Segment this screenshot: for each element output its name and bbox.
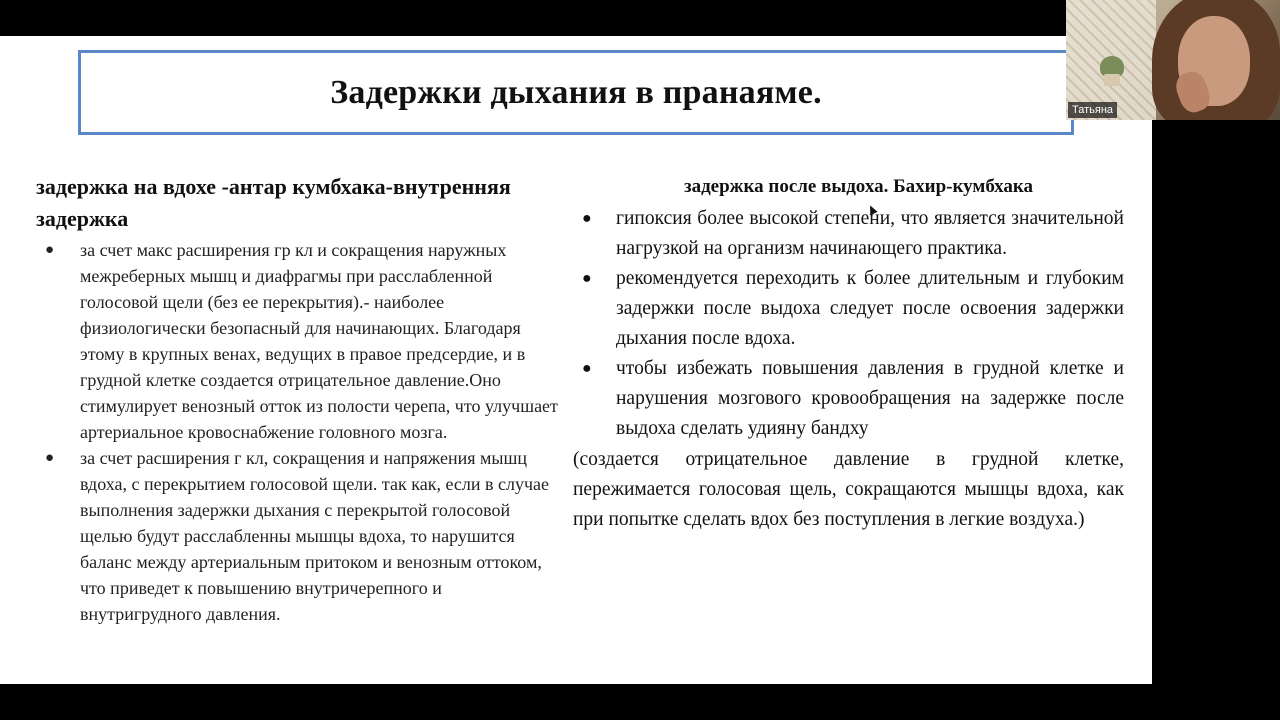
- presentation-slide: [0, 36, 1152, 684]
- right-note: (создается отрицательное давление в грудной клетке, пережимается голосовая щель, сокращаются мышцы вдоха, как при попытке сделать вдох без поступления в легкие воздуха.): [573, 449, 1124, 530]
- left-bullet-list: [36, 237, 561, 627]
- right-bullet-item: [573, 204, 1124, 264]
- left-bullet-item: [36, 445, 561, 627]
- webcam-thumbnail[interactable]: [1066, 0, 1280, 120]
- left-bullet-text: за счет расширения г кл, сокращения и напряжения мышц вдоха, с перекрытием голосовой щели. так как, если в случае выполнения задержки дыхания с перекрытой голосовой щелью будут расслабленны мышцы вдоха, то нарушится баланс между артериальным притоком и венозным оттоком, что приведет к повышению внутричерепного и внутригрудного давления.: [80, 448, 549, 624]
- right-bullet-list: [573, 204, 1124, 444]
- slide-title-box: [78, 50, 1074, 135]
- bullet-icon: ●: [45, 242, 55, 258]
- right-bullet-item: [573, 354, 1124, 444]
- left-heading-line-2: задержка: [36, 206, 129, 231]
- bullet-icon: ●: [45, 450, 55, 466]
- participant-name-label: Татьяна: [1068, 102, 1117, 118]
- right-bullet-text: чтобы избежать повышения давления в грудной клетке и нарушения мозгового кровообращения на задержке после выдоха сделать удияну бандху: [616, 358, 1124, 439]
- right-column: [573, 174, 1124, 535]
- right-black-bar: [1152, 120, 1280, 684]
- right-bullet-item: [573, 264, 1124, 354]
- bottom-black-bar: [0, 684, 1280, 720]
- left-heading-line-1: задержка на вдохе -антар кумбхака-внутренняя: [36, 174, 511, 199]
- bullet-icon: ●: [582, 360, 592, 377]
- right-bullet-text: рекомендуется переходить к более длительным и глубоким задержки после выдоха следует после освоения задержки дыхания после вдоха.: [616, 268, 1124, 349]
- left-heading: [36, 171, 561, 235]
- left-bullet-text: за счет макс расширения гр кл и сокращения наружных межреберных мышц и диафрагмы при расслабленной голосовой щели (без ее перекрытия).- наиболее физиологически безопасный для начинающих. Благодаря этому в крупных венах, ведущих в правое предсердие, и в грудной клетке создается отрицательное давление.Оно стимулирует венозный отток из полости черепа, что улучшает артериальное кровоснабжение головного мозга.: [80, 240, 558, 442]
- flower-pot-icon: [1104, 74, 1120, 86]
- bullet-icon: ●: [582, 270, 592, 287]
- left-bullet-item: [36, 237, 561, 445]
- slide-title: Задержки дыхания в пранаяме.: [330, 73, 822, 111]
- right-heading: задержка после выдоха. Бахир-кумбхака: [683, 176, 1034, 197]
- bullet-icon: ●: [582, 210, 592, 227]
- right-bullet-text: гипоксия более высокой степени, что является значительной нагрузкой на организм начинающего практика.: [616, 208, 1124, 259]
- left-column: [36, 171, 561, 627]
